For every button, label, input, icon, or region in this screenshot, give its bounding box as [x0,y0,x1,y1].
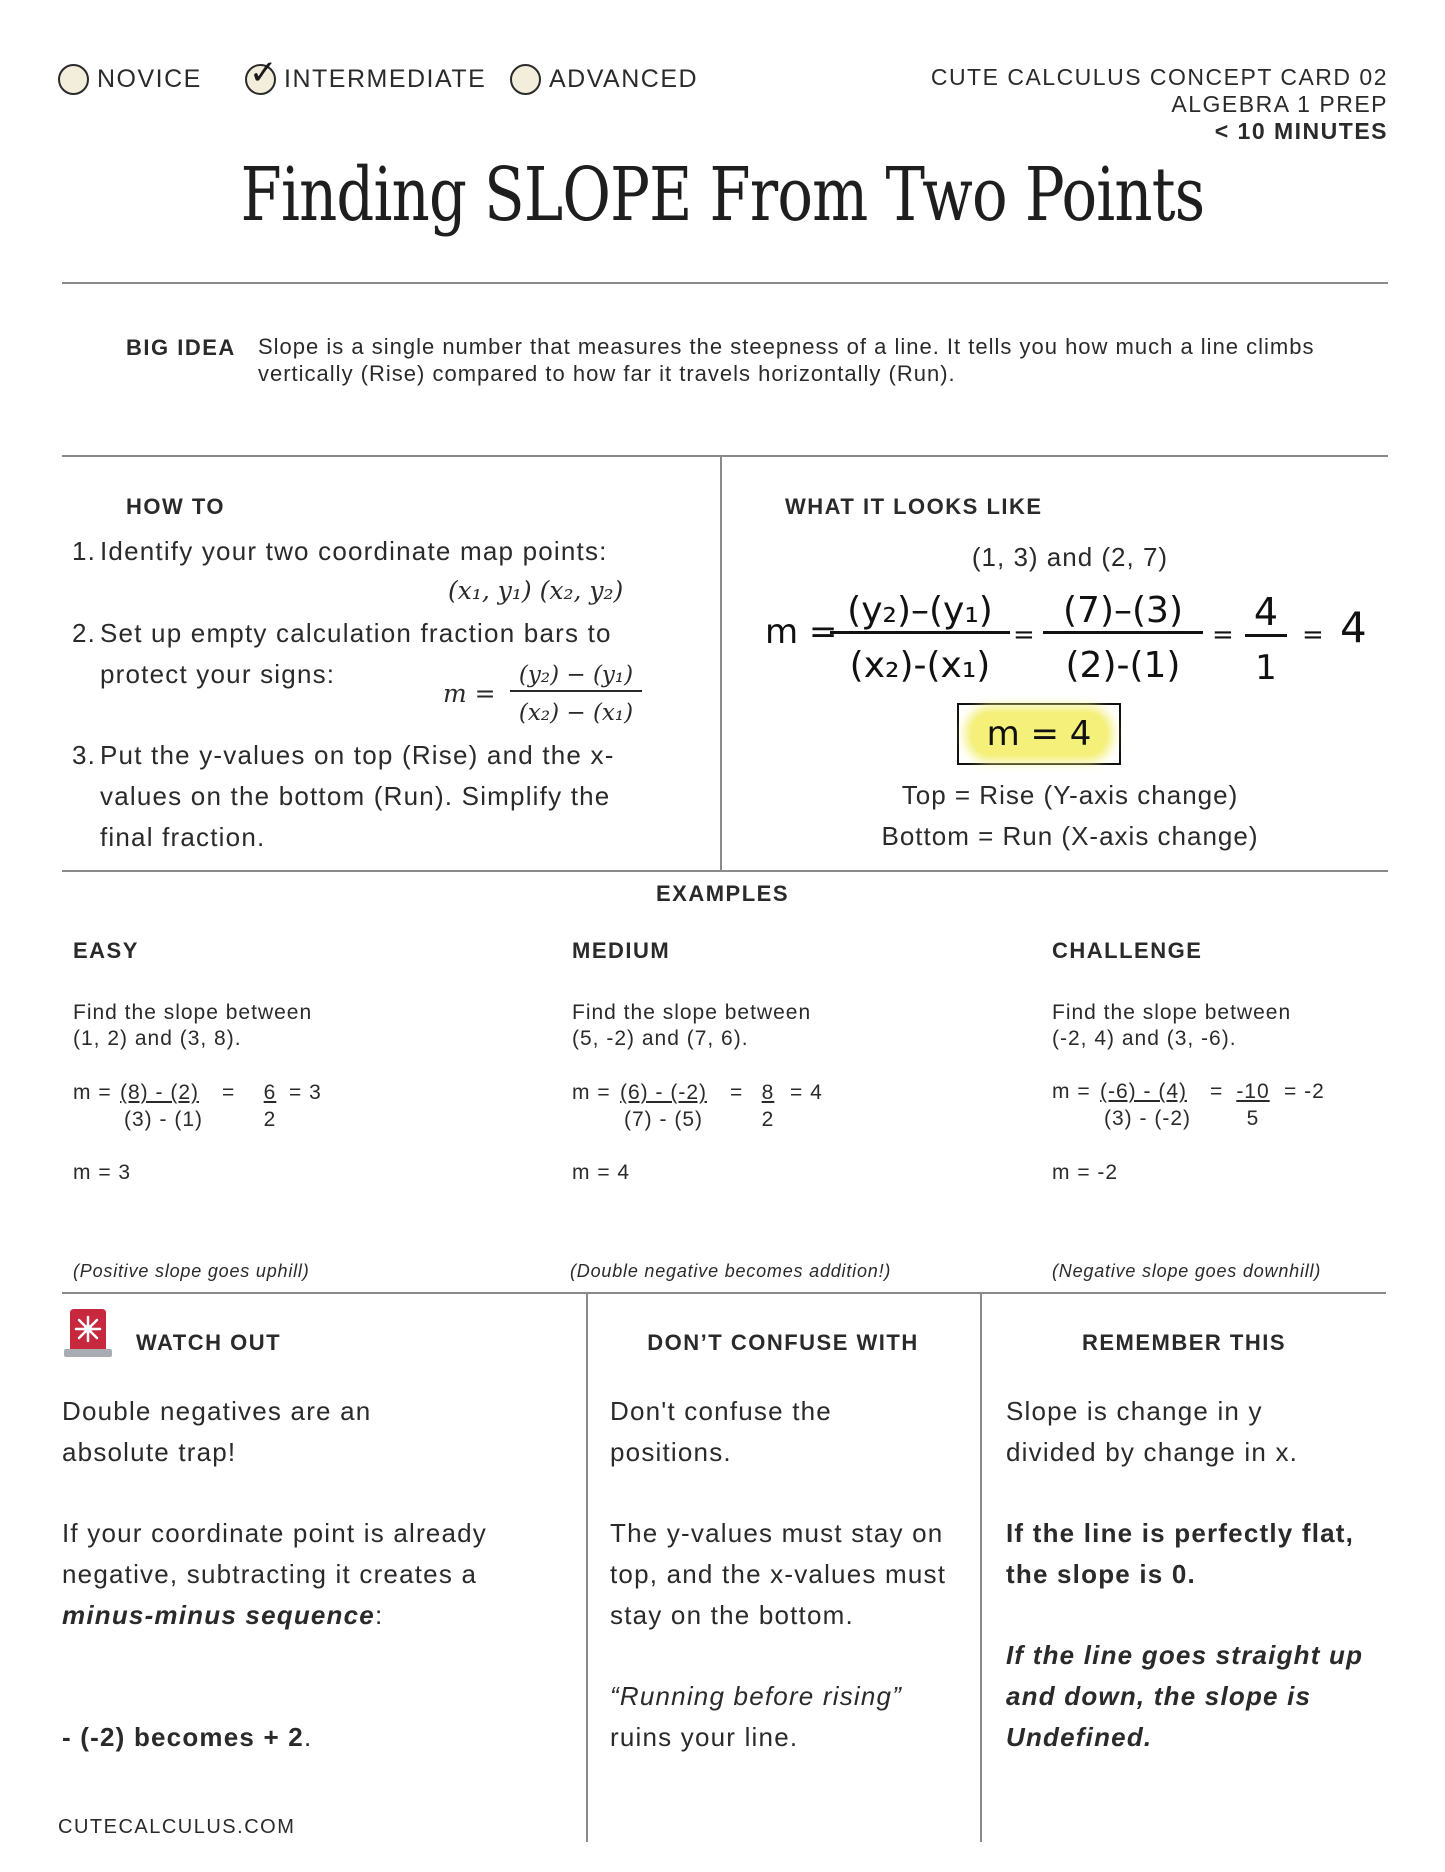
step-2-text: Set up empty calculation fraction bars to protect your signs: [100,618,612,689]
step-2-number: 2. [72,618,97,648]
big-idea-label: BIG IDEA [126,335,236,360]
watch-out-period: . [303,1722,313,1752]
remember-p1: Slope is change in y divided by change in x. [1006,1396,1299,1467]
easy-note: (Positive slope goes uphill) [73,1261,310,1281]
course-name: ALGEBRA 1 PREP [1171,91,1388,117]
step-1-number: 1. [72,536,97,566]
step-1-formula: (x₁, y₁) (x₂, y₂) [448,576,624,605]
dont-confuse-p3 [610,1676,970,1758]
radio-novice-icon[interactable] [58,64,89,95]
dont-confuse-p2: The y-values must stay on top, and the x-values must stay on the bottom. [610,1518,947,1630]
level-advanced-label: ADVANCED [549,65,699,93]
divider [586,1292,588,1842]
challenge-denominator: (3) - (-2) [1104,1107,1191,1130]
rise-note: Top = Rise (Y-axis change) [901,780,1239,810]
easy-m: m = [73,1081,112,1104]
dont-confuse-p1: Don't confuse the positions. [610,1396,832,1467]
watch-out-p1: Double negatives are an absolute trap! [62,1396,372,1467]
general-numerator: (y₂)–(y₁) [830,590,1010,634]
medium-prompt-1: Find the slope between [572,1001,812,1024]
dont-confuse-label: DON’T CONFUSE WITH [647,1330,919,1355]
remember-p2: If the line is perfectly flat, the slope is 0. [1006,1518,1355,1589]
equals-sign: = [1212,620,1234,650]
watch-out-p2-a: If your coordinate point is already negative, subtracting it creates a [62,1518,487,1589]
level-intermediate[interactable] [245,53,487,95]
substituted-denominator: (2)-(1) [1065,645,1181,686]
challenge-prompt-1: Find the slope between [1052,1001,1292,1024]
easy-result: = 3 [289,1081,322,1104]
medium-m: m = [572,1081,611,1104]
remember-p3: If the line goes straight up and down, the slope is Undefined. [1006,1640,1364,1752]
example-points: (1, 3) and (2, 7) [971,542,1169,572]
easy-answer: m = 3 [73,1161,132,1184]
step-3-text: Put the y-values on top (Rise) and the x-values on the bottom (Run). Simplify the final fraction. [100,740,615,852]
run-note: Bottom = Run (X-axis change) [881,821,1259,851]
dont-confuse-quote: “Running before rising” [610,1681,903,1711]
challenge-prompt-2: (-2, 4) and (3, -6). [1052,1027,1237,1050]
looks-like-label: WHAT IT LOOKS LIKE [785,494,1043,519]
remember-label: REMEMBER THIS [1081,1330,1287,1355]
easy-prompt-1: Find the slope between [73,1001,313,1024]
medium-equals: = [730,1081,744,1104]
challenge-result: = -2 [1284,1080,1325,1103]
checkmark-icon: ✓ [249,53,279,93]
easy-label: EASY [73,938,139,963]
medium-numerator: (6) - (-2) [620,1081,707,1104]
medium-label: MEDIUM [572,938,671,963]
easy-reduced-denominator: 2 [263,1108,277,1131]
divider [980,1292,982,1842]
challenge-equals: = [1210,1080,1224,1103]
page-title: Finding SLOPE From Two Points [240,152,1205,238]
medium-answer: m = 4 [572,1161,631,1184]
step-2-denominator: (x₂) − (x₁) [518,700,634,726]
divider [62,455,1388,457]
watch-out-emphasis: minus-minus sequence [62,1600,375,1630]
siren-icon [62,1307,114,1359]
dont-confuse-p3-rest: ruins your line. [610,1722,799,1752]
medium-reduced-numerator: 8 [761,1081,775,1104]
level-intermediate-label: INTERMEDIATE [284,65,487,93]
simplified-numerator: 4 [1245,590,1287,637]
divider [62,282,1388,284]
footer-site: CUTECALCULUS.COM [58,1816,296,1838]
simplified-denominator: 1 [1255,648,1277,688]
challenge-note: (Negative slope goes downhill) [1052,1261,1322,1281]
radio-intermediate-icon[interactable] [245,53,279,95]
step-2-lhs: m = [443,679,496,708]
level-novice[interactable] [58,64,202,95]
equals-sign: = [1302,620,1324,650]
boxed-answer [957,703,1121,765]
challenge-label: CHALLENGE [1052,938,1203,963]
challenge-reduced-denominator: 5 [1246,1107,1260,1130]
equals-sign: = [1013,620,1035,650]
medium-note: (Double negative becomes addition!) [570,1261,892,1281]
watch-out-p2 [62,1513,502,1636]
general-denominator: (x₂)-(x₁) [849,645,991,686]
watch-out-label: WATCH OUT [136,1330,282,1355]
radio-advanced-icon[interactable] [510,64,541,95]
m-equals: m = [765,612,838,652]
medium-denominator: (7) - (5) [624,1108,703,1131]
big-idea-text: Slope is a single number that measures the steepness of a line. It tells you how much a line climbs vertically (Rise) compared to how far it travels horizontally (Run). [258,334,1315,386]
duration: < 10 MINUTES [1214,118,1388,144]
examples-label: EXAMPLES [655,881,790,906]
divider [62,870,1388,872]
challenge-m: m = [1052,1080,1091,1103]
watch-out-p2-c: : [374,1600,384,1630]
medium-prompt-2: (5, -2) and (7, 6). [572,1027,749,1050]
step-2-numerator: (y₂) − (y₁) [510,662,642,692]
card-title: CUTE CALCULUS CONCEPT CARD 02 [930,64,1388,90]
card-info [931,64,1388,145]
easy-reduced-numerator: 6 [263,1081,277,1104]
substituted-numerator: (7)–(3) [1043,590,1203,634]
challenge-numerator: (-6) - (4) [1100,1080,1187,1103]
challenge-reduced-numerator: -10 [1236,1080,1270,1103]
easy-denominator: (3) - (1) [124,1108,203,1131]
medium-result: = 4 [790,1081,823,1104]
divider [62,1292,1386,1294]
watch-out-rule: - (-2) becomes + 2 [62,1722,304,1752]
level-advanced[interactable] [510,64,698,95]
easy-numerator: (8) - (2) [120,1081,199,1104]
medium-reduced-denominator: 2 [761,1108,775,1131]
step-3-number: 3. [72,740,97,770]
final-result: 4 [1340,603,1367,652]
level-novice-label: NOVICE [97,65,202,93]
challenge-answer: m = -2 [1052,1161,1119,1184]
boxed-answer-text: m = 4 [971,712,1108,756]
watch-out-p3 [62,1717,312,1758]
step-1-text: Identify your two coordinate map points: [100,536,608,566]
easy-prompt-2: (1, 2) and (3, 8). [73,1027,242,1050]
easy-equals: = [222,1081,236,1104]
how-to-label: HOW TO [126,494,226,519]
